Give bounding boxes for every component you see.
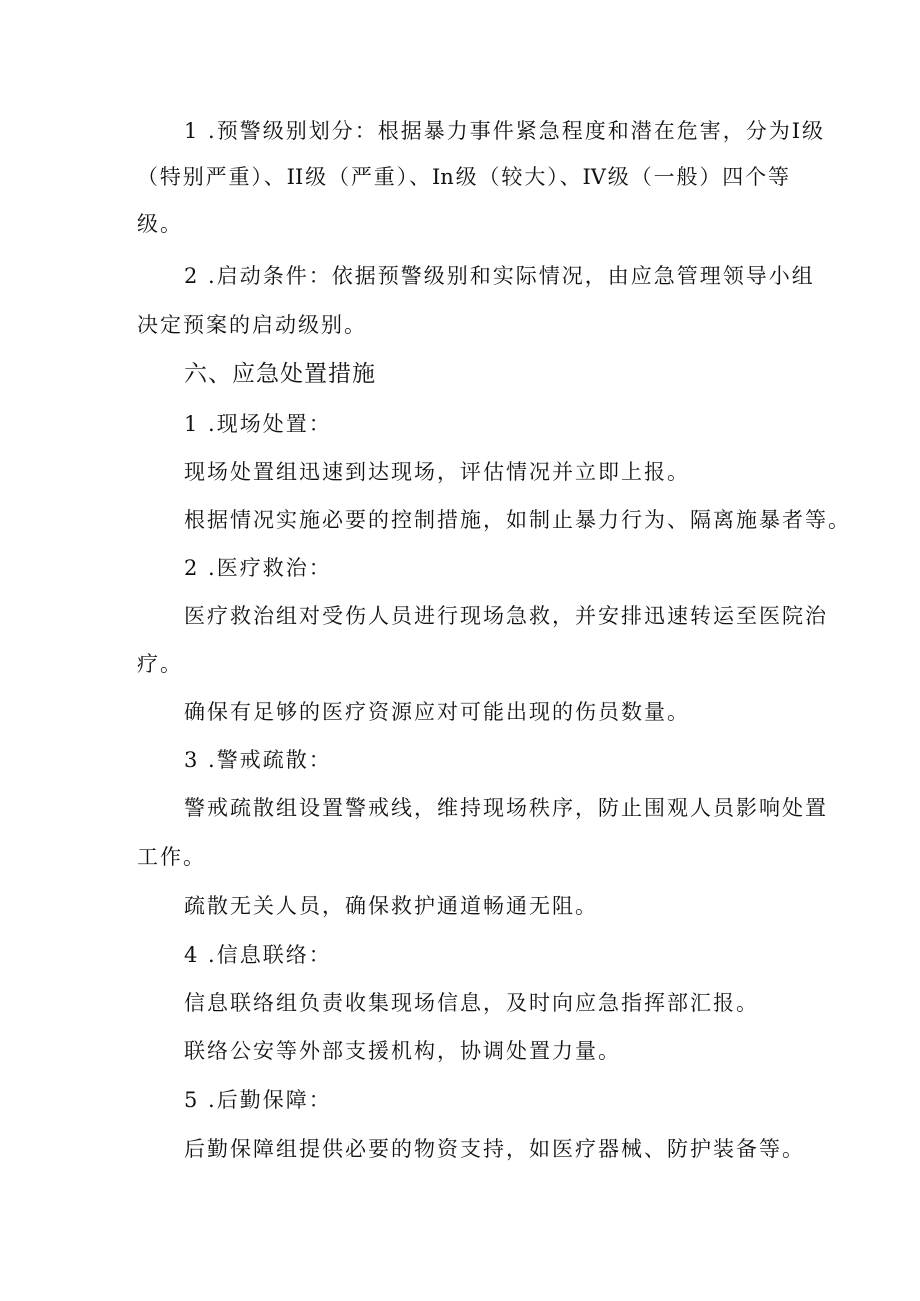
item-3-paragraph-1-line-1: 警戒疏散组设置警戒线，维持现场秩序，防止围观人员影响处置 — [184, 796, 828, 820]
section-heading: 六、应急处置措施 — [184, 361, 376, 387]
item-3-title: 3 .警戒疏散： — [184, 748, 332, 772]
item-2-paragraph-2: 确保有足够的医疗资源应对可能出现的伤员数量。 — [184, 700, 690, 724]
item-4-paragraph-2: 联络公安等外部支援机构，协调处置力量。 — [184, 1039, 621, 1063]
warning-level-line-3: 级。 — [137, 212, 183, 236]
item-1-paragraph-1: 现场处置组迅速到达现场，评估情况并立即上报。 — [184, 460, 690, 484]
item-2-title: 2 .医疗救治： — [184, 556, 332, 580]
start-condition-line-1: 2 .启动条件：依据预警级别和实际情况，由应急管理领导小组 — [184, 264, 815, 288]
item-3-paragraph-1-line-2: 工作。 — [137, 845, 206, 869]
item-4-paragraph-1: 信息联络组负责收集现场信息，及时向应急指挥部汇报。 — [184, 991, 759, 1015]
start-condition-line-2: 决定预案的启动级别。 — [137, 313, 367, 337]
item-2-paragraph-1-line-1: 医疗救治组对受伤人员进行现场急救，并安排迅速转运至医院治 — [184, 604, 828, 628]
warning-level-line-1: 1 .预警级别划分：根据暴力事件紧急程度和潜在危害，分为I级 — [184, 119, 826, 143]
item-5-paragraph-1: 后勤保障组提供必要的物资支持，如医疗器械、防护装备等。 — [184, 1137, 805, 1161]
item-3-paragraph-2: 疏散无关人员，确保救护通道畅通无阻。 — [184, 894, 598, 918]
item-2-paragraph-1-line-2: 疗。 — [137, 652, 183, 676]
item-1-title: 1 .现场处置： — [184, 412, 332, 436]
item-1-paragraph-2: 根据情况实施必要的控制措施，如制止暴力行为、隔离施暴者等。 — [184, 508, 851, 532]
item-5-title: 5 .后勤保障： — [184, 1088, 332, 1112]
item-4-title: 4 .信息联络： — [184, 943, 332, 967]
warning-level-line-2: （特别严重）、II级（严重）、In级（较大）、IV级（一般）四个等 — [137, 165, 789, 189]
